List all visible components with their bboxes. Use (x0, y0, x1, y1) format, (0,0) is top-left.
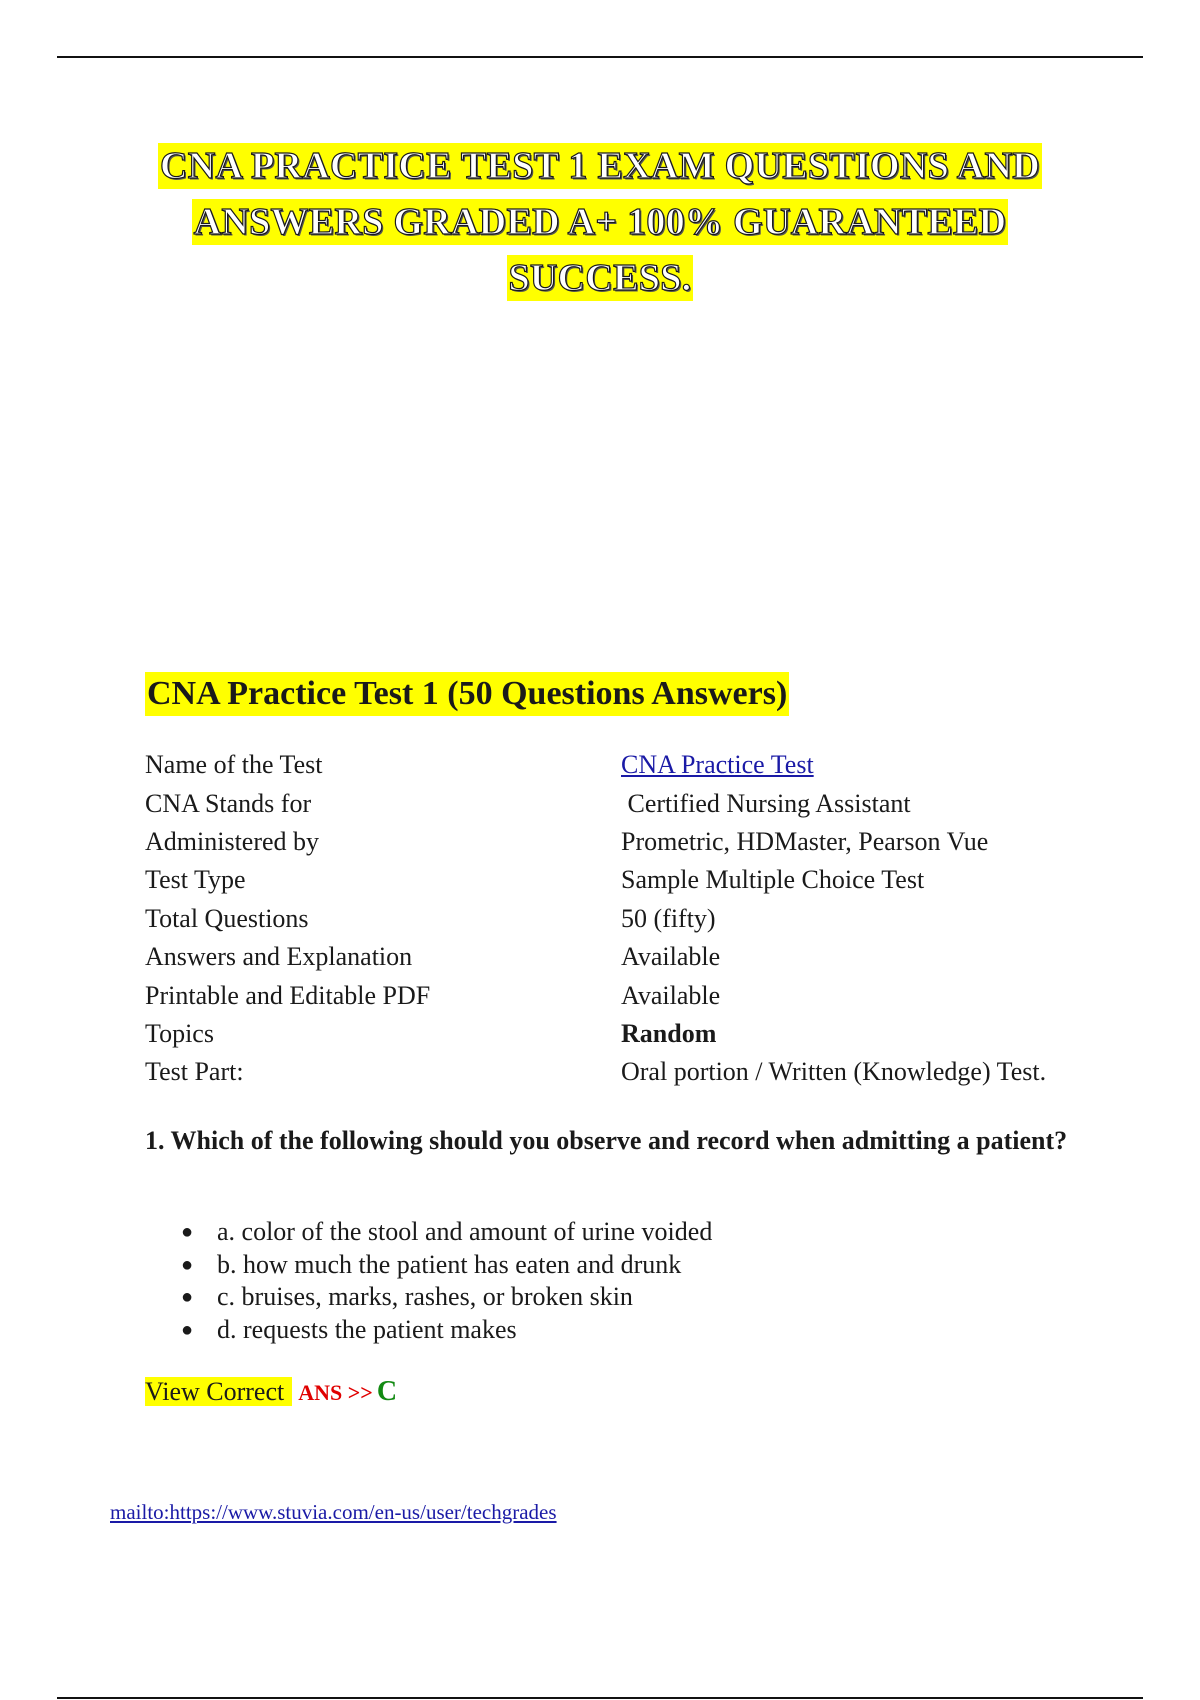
correct-answer: C (376, 1376, 398, 1407)
row-value: Oral portion / Written (Knowledge) Test. (621, 1057, 1047, 1087)
row-value (621, 746, 1046, 784)
table-row (145, 938, 1046, 976)
answer-options-list (145, 1216, 712, 1346)
option-text: c. bruises, marks, rashes, or broken skin (217, 1282, 633, 1311)
row-label: Test Type (145, 865, 246, 895)
row-value: Available (621, 942, 721, 972)
title-line-1: CNA PRACTICE TEST 1 EXAM QUESTIONS AND (160, 145, 1040, 187)
bullet-icon: ● (181, 1221, 194, 1243)
table-row (145, 861, 1046, 899)
row-label: Topics (145, 1018, 214, 1048)
row-label: Test Part: (145, 1057, 244, 1087)
option-text: b. how much the patient has eaten and drunk (217, 1249, 682, 1279)
option-text: a. color of the stool and amount of urine voided (217, 1217, 713, 1246)
list-item (145, 1281, 712, 1314)
row-value: Random (621, 1018, 717, 1048)
test-info-table (145, 746, 1046, 1092)
row-value (621, 784, 1046, 822)
table-row (145, 900, 1046, 938)
answer-line (145, 1374, 397, 1411)
list-item (145, 1216, 712, 1249)
table-row (145, 1015, 1046, 1053)
bullet-icon: ● (181, 1318, 194, 1341)
view-correct-label[interactable]: View Correct (145, 1377, 292, 1406)
row-value-text: Certified Nursing Assistant (627, 788, 911, 818)
bullet-icon: ● (181, 1253, 194, 1276)
bullet-icon: ● (181, 1286, 194, 1308)
section-heading: CNA Practice Test 1 (50 Questions Answers) (145, 672, 789, 716)
row-value: Prometric, HDMaster, Pearson Vue (621, 826, 989, 856)
title-line-2: ANSWERS GRADED A+ 100% GUARANTEED (193, 201, 1007, 243)
test-name-link[interactable]: CNA Practice Test (621, 750, 814, 780)
row-value: Sample Multiple Choice Test (621, 865, 925, 895)
ans-label: ANS >> (298, 1380, 373, 1405)
document-title (100, 138, 1100, 306)
table-row (145, 784, 1046, 822)
row-label: Total Questions (145, 903, 309, 933)
question-text: 1. Which of the following should you observe and record when admitting a patient? (145, 1126, 1068, 1155)
top-rule (57, 56, 1143, 58)
row-label: Answers and Explanation (145, 942, 413, 972)
footer-link[interactable]: mailto:https://www.stuvia.com/en-us/user/techgrades (110, 1500, 557, 1524)
title-line-3: SUCCESS. (508, 257, 692, 299)
row-label: Name of the Test (145, 750, 323, 780)
list-item (145, 1249, 712, 1282)
bottom-rule (57, 1697, 1143, 1699)
row-value: 50 (fifty) (621, 903, 716, 933)
table-row (145, 1053, 1046, 1091)
table-row (145, 746, 1046, 784)
row-label: Administered by (145, 826, 320, 856)
row-label: Printable and Editable PDF (145, 980, 431, 1010)
list-item (145, 1314, 712, 1347)
table-row (145, 976, 1046, 1014)
row-value: Available (621, 980, 721, 1010)
table-row (145, 823, 1046, 861)
option-text: d. requests the patient makes (217, 1314, 517, 1344)
row-label: CNA Stands for (145, 788, 312, 818)
